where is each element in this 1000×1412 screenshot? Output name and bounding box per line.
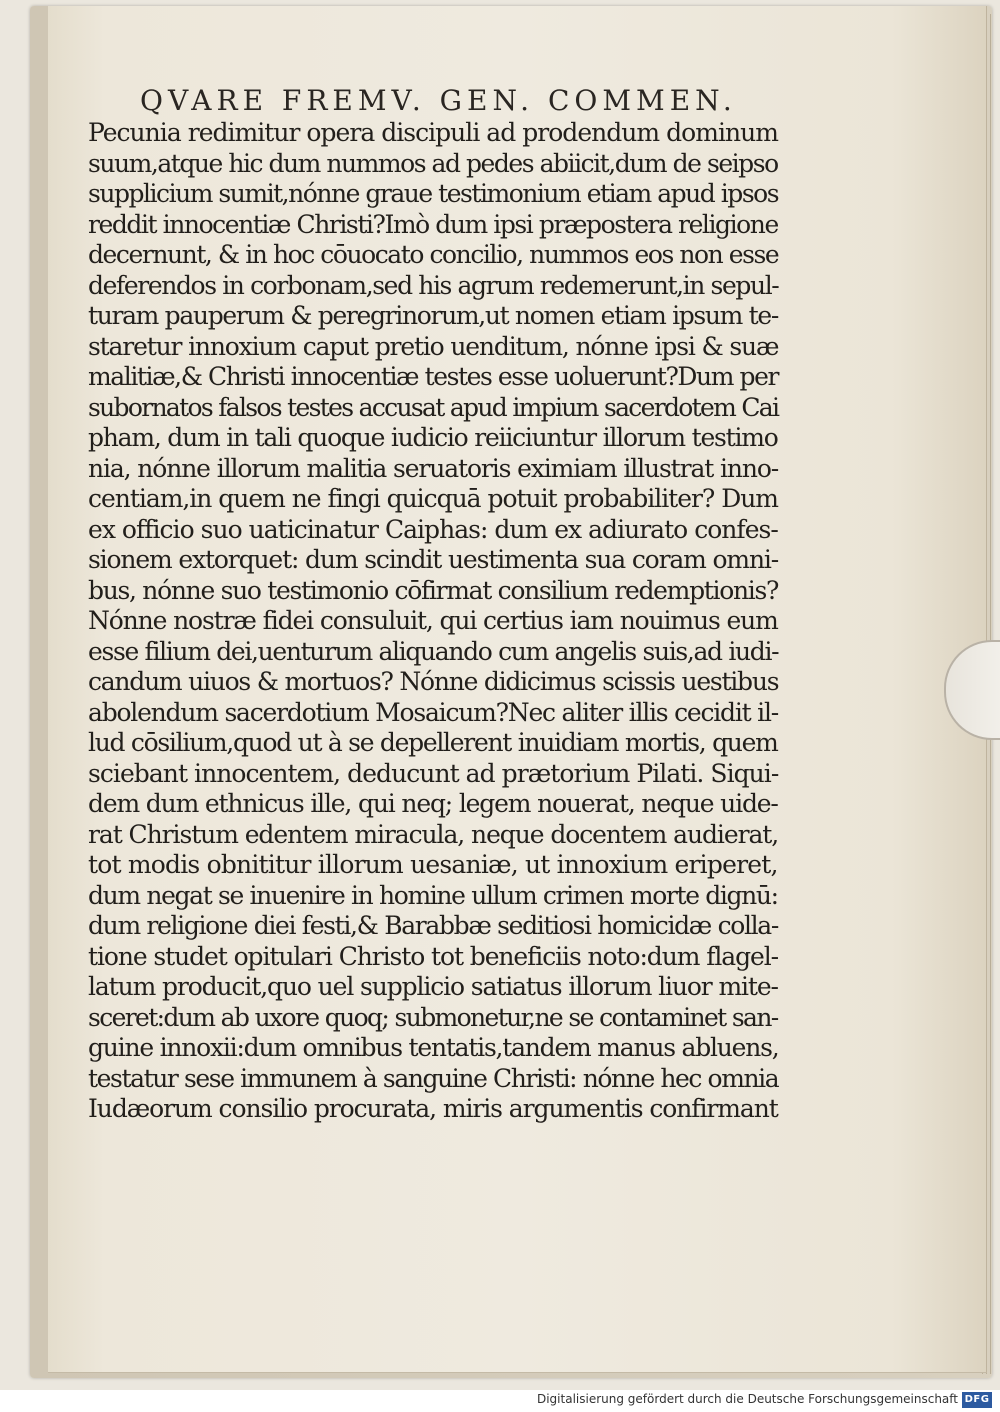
text-line: dum religione diei festi,& Barabbæ seditiosi homicidæ colla-: [88, 911, 778, 940]
text-line: sionem extorquet: dum scindit uestimenta sua coram omni-: [88, 545, 779, 574]
text-line: staretur innoxium caput pretio uenditum, nónne ipsi & suæ: [88, 331, 779, 361]
text-line: Iudæorum consilio procurata, miris argumentis confirmant: [88, 1094, 778, 1123]
text-line: reddit innocentiæ Christi?Imò dum ipsi præpostera religione: [88, 209, 778, 239]
text-line: latum producit,quo uel supplicio satiatus illorum liuor mite-: [88, 972, 778, 1001]
digitization-credit: Digitalisierung gefördert durch die Deutsche Forschungsgemeinschaft: [536, 1392, 958, 1406]
text-line: decernunt, & in hoc cōuocato concilio, nummos eos non esse: [88, 240, 779, 269]
text-line: centiam,in quem ne fingi quicquā potuit probabiliter? Dum: [88, 484, 778, 513]
text-line: subornatos falsos testes accusat apud impium sacerdotem Cai: [88, 392, 779, 422]
text-line: suum,atque hic dum nummos ad pedes abiicit,dum de seipso: [88, 148, 778, 178]
text-line: rat Christum edentem miracula, neque docentem audierat,: [88, 819, 779, 849]
text-line: testatur sese immunem à sanguine Christi: nónne hec omnia: [88, 1063, 779, 1093]
text-line: Pecunia redimitur opera discipuli ad prodendum dominum: [88, 118, 778, 147]
text-line: lud cōsilium,quod ut à se depellerent inuidiam mortis, quem: [88, 728, 778, 757]
dfg-logo-icon: DFG: [962, 1392, 992, 1408]
running-header: QVARE FREMV. GEN. COMMEN.: [140, 84, 737, 117]
text-line: Nónne nostræ fidei consuluit, qui certius iam nouimus eum: [88, 606, 778, 635]
text-line: sceret:dum ab uxore quoq; submonetur,ne se contaminet san-: [88, 1002, 778, 1032]
text-line: dem dum ethnicus ille, qui neq; legem nouerat, neque uide-: [88, 789, 778, 818]
text-line: ex officio suo uaticinatur Caiphas: dum ex adiurato confes-: [88, 514, 778, 544]
text-line: malitiæ,& Christi innocentiæ testes esse uoluerunt?Dum per: [88, 362, 778, 391]
text-line: tot modis obnititur illorum uesaniæ, ut innoxium eriperet,: [88, 850, 778, 879]
text-line: nia, nónne illorum malitia seruatoris eximiam illustrat inno-: [88, 453, 779, 483]
text-line: guine innoxii:dum omnibus tentatis,tandem manus abluens,: [88, 1033, 779, 1062]
text-line: sciebant innocentem, deducunt ad prætorium Pilati. Siqui-: [88, 758, 779, 788]
text-line: bus, nónne suo testimonio cōfirmat consilium redemptionis?: [88, 575, 779, 605]
body-text: [88, 118, 788, 1125]
text-line: supplicium sumit,nónne graue testimonium etiam apud ipsos: [88, 179, 779, 208]
text-line: candum uiuos & mortuos? Nónne didicimus scissis uestibus: [88, 667, 779, 696]
text-line: deferendos in corbonam,sed his agrum redemerunt,in sepul-: [88, 270, 779, 300]
text-line: tione studet opitulari Christo tot beneficiis noto:dum flagel-: [88, 941, 778, 971]
text-line: dum negat se inuenire in homine ullum crimen morte dignū:: [88, 880, 778, 910]
text-line: esse filium dei,uenturum aliquando cum angelis suis,ad iudi-: [88, 636, 779, 666]
text-line: turam pauperum & peregrinorum,ut nomen etiam ipsum te-: [88, 301, 778, 330]
text-line: abolendum sacerdotium Mosaicum?Nec aliter illis cecidit il-: [88, 697, 778, 727]
text-line: pham, dum in tali quoque iudicio reiiciuntur illorum testimo: [88, 423, 778, 452]
